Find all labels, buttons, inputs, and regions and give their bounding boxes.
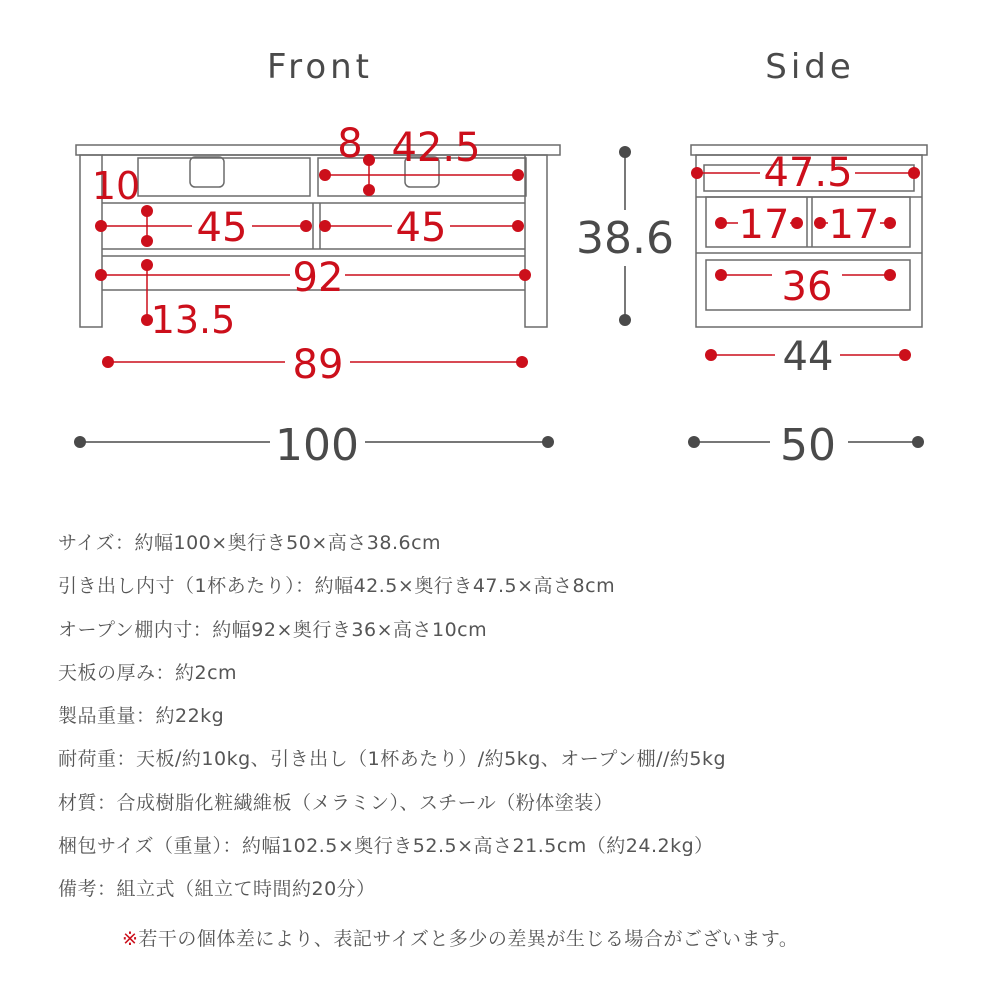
dim-drawer-depth: 47.5: [763, 150, 853, 196]
spec-package-size: 梱包サイズ（重量）：約幅102.5×奥行き52.5×高さ21.5cm（約24.2kg）: [58, 835, 714, 858]
size-disclaimer: [122, 924, 798, 951]
dim-left-compartment: 17: [738, 202, 790, 248]
drawer-handle-left-icon: [190, 157, 224, 187]
dim-bottom-gap: 13.5: [150, 298, 236, 342]
spec-load-capacity: 耐荷重：天板/約10kg、引き出し（1杯あたり）/約5kg、オープン棚//約5kg: [58, 748, 727, 771]
dim-drawer-height: 8: [337, 121, 363, 167]
note-text: 若干の個体差により、表記サイズと多少の差異が生じる場合がございます。: [138, 928, 799, 950]
dim-left-inner-width: 45: [196, 205, 248, 251]
side-title: Side: [765, 47, 855, 87]
dim-inner-depth: 44: [782, 334, 834, 380]
spec-size: サイズ：約幅100×奥行き50×高さ38.6cm: [58, 532, 442, 554]
front-title: Front: [267, 47, 373, 87]
dim-open-shelf-width: 92: [292, 255, 344, 301]
spec-top-thickness: 天板の厚み：約2cm: [58, 661, 238, 684]
dim-right-inner-width: 45: [395, 205, 447, 251]
dim-total-depth: 50: [780, 420, 836, 471]
dim-drawer-width: 42.5: [391, 125, 481, 171]
dim-leg-span: 89: [292, 342, 344, 388]
spec-open-shelf-inner: オープン棚内寸：約幅92×奥行き36×高さ10cm: [58, 618, 488, 641]
spec-remarks: 備考：組立式（組立て時間約20分）: [58, 878, 376, 901]
spec-material: 材質：合成樹脂化粧繊維板（メラミン）、スチール（粉体塗装）: [58, 791, 614, 814]
dim-shelf-height: 10: [91, 164, 141, 208]
note-mark: ※: [122, 928, 139, 950]
dim-total-height: 38.6: [576, 213, 674, 264]
spec-weight: 製品重量：約22kg: [58, 705, 225, 728]
dim-right-compartment: 17: [828, 202, 880, 248]
dim-shelf-depth: 36: [781, 264, 833, 310]
spec-list: [58, 528, 958, 918]
dim-total-width: 100: [275, 420, 359, 471]
spec-drawer-inner: 引き出し内寸（1杯あたり）：約幅42.5×奥行き47.5×高さ8cm: [58, 575, 616, 598]
